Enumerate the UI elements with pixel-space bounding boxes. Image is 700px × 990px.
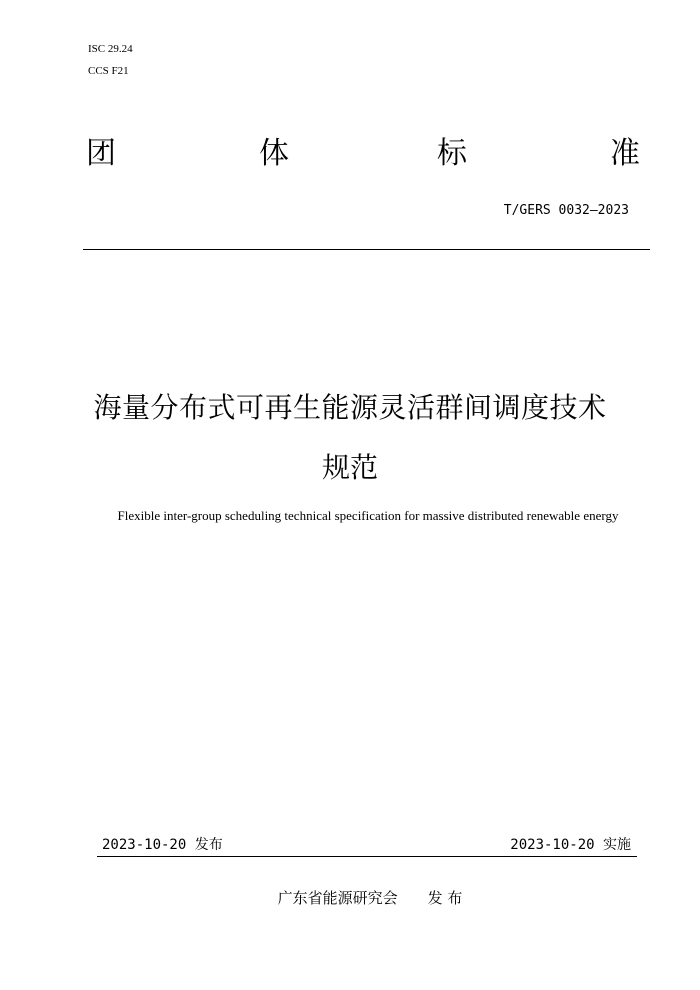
publish-date: 2023-10-20 发布 bbox=[102, 837, 223, 853]
footer-divider bbox=[97, 856, 637, 857]
title-english: Flexible inter-group scheduling technical specification for massive distributed renewable energy bbox=[117, 508, 619, 523]
ccs-code: CCS F21 bbox=[88, 65, 129, 77]
heading-char-ti: 体 bbox=[259, 136, 289, 171]
heading-char-tuan: 团 bbox=[86, 136, 116, 171]
publisher: 广东省能源研究会 发 布 bbox=[277, 889, 463, 907]
isc-code: ISC 29.24 bbox=[88, 43, 133, 55]
heading-char-zhun: 准 bbox=[610, 136, 640, 171]
header-divider bbox=[83, 249, 650, 250]
implement-date: 2023-10-20 实施 bbox=[510, 837, 631, 853]
title-chinese-line-1: 海量分布式可再生能源灵活群间调度技术 bbox=[93, 391, 607, 424]
standard-number: T/GERS 0032—2023 bbox=[503, 203, 629, 218]
title-chinese-line-2: 规范 bbox=[321, 451, 378, 484]
heading-char-biao: 标 bbox=[437, 136, 467, 171]
